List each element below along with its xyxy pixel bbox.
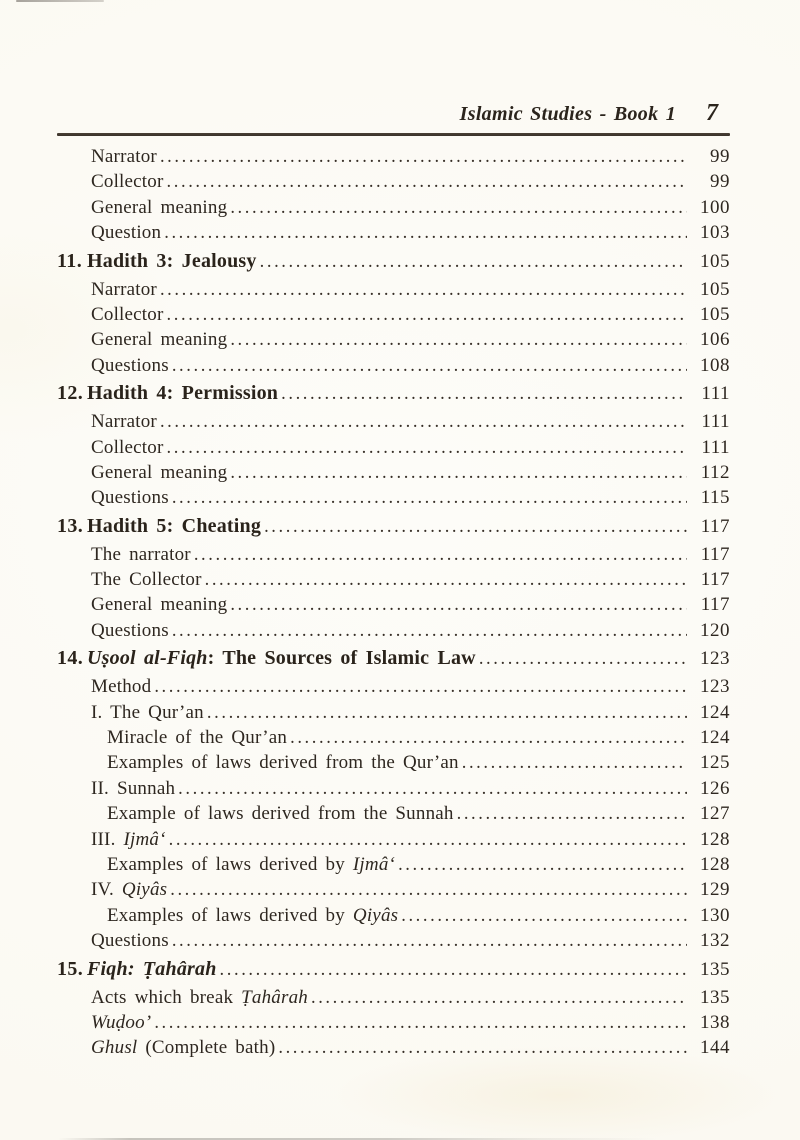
entry-label-segment: Collector: [91, 436, 164, 458]
entry-page-number: 105: [700, 250, 730, 272]
entry-label: [87, 643, 476, 674]
entry-page-number: 144: [700, 1037, 730, 1059]
toc-entry-row: [57, 827, 730, 852]
table-of-contents: [57, 144, 730, 1061]
entry-label: [91, 409, 157, 434]
entry-label: [91, 877, 167, 902]
dot-leader: [160, 277, 687, 303]
entry-page-number: 135: [700, 958, 730, 980]
toc-entry-row: [57, 144, 730, 169]
entry-label: [87, 378, 278, 409]
toc-section-row: [57, 378, 730, 409]
entry-label: [107, 725, 287, 750]
entry-label-segment: Qiyâs: [352, 904, 399, 926]
entry-label: [91, 1035, 275, 1060]
entry-label-segment: Ijmâ‘: [352, 853, 396, 875]
entry-label-segment: I. The Qur’an: [91, 701, 204, 723]
toc-entry-row: [57, 618, 730, 643]
entry-label-segment: Narrator: [91, 411, 157, 433]
dot-leader: [479, 643, 687, 675]
toc-entry-row: [57, 1035, 730, 1060]
toc-entry-row: [57, 700, 730, 725]
toc-entry-row: [57, 985, 730, 1010]
toc-entry-row: [57, 852, 730, 877]
dot-leader: [311, 985, 687, 1011]
dot-leader: [398, 852, 687, 878]
entry-label-segment: The narrator: [91, 543, 191, 565]
toc-entry-row: [57, 302, 730, 327]
entry-label: [87, 246, 257, 277]
dot-leader: [260, 246, 687, 278]
entry-page-number: 111: [701, 411, 730, 433]
entry-page-number: 125: [700, 752, 730, 774]
toc-entry-row: [57, 435, 730, 460]
entry-label-segment: Collector: [91, 303, 164, 325]
toc-entry-row: [57, 750, 730, 775]
entry-label: [91, 700, 204, 725]
entry-label: [91, 302, 164, 327]
entry-label-segment: Questions: [91, 487, 169, 509]
entry-label-segment: Miracle of the Qur’an: [107, 727, 288, 749]
dot-leader: [154, 674, 687, 700]
toc-section-row: [57, 954, 730, 985]
entry-page-number: 124: [700, 727, 730, 749]
dot-leader: [172, 618, 687, 644]
entry-label-segment: II. Sunnah: [91, 777, 176, 799]
section-number: 12.: [57, 382, 84, 405]
dot-leader: [169, 827, 687, 853]
entry-label: [91, 144, 157, 169]
entry-label: [91, 827, 166, 852]
entry-label-segment: Questions: [91, 354, 169, 376]
dot-leader: [230, 195, 687, 221]
entry-page-number: 128: [700, 828, 730, 850]
entry-label: [91, 985, 308, 1010]
entry-label: [91, 460, 227, 485]
dot-leader: [230, 460, 687, 486]
entry-label: [91, 567, 202, 592]
entry-label-segment: Example of laws derived from the Sunnah: [107, 803, 454, 825]
entry-label-segment: The Collector: [91, 569, 202, 591]
entry-page-number: 129: [700, 879, 730, 901]
entry-page-number: 111: [701, 383, 730, 405]
dot-leader: [164, 220, 687, 246]
entry-page-number: 127: [700, 803, 730, 825]
toc-entry-row: [57, 542, 730, 567]
entry-label-segment: Uṣool al-Fiqh: [87, 647, 208, 670]
entry-page-number: 99: [710, 146, 730, 167]
toc-entry-row: [57, 277, 730, 302]
entry-label-segment: Wuḍoo’: [91, 1011, 152, 1033]
entry-page-number: 117: [700, 594, 730, 616]
entry-label-segment: IV.: [91, 879, 122, 901]
entry-label-segment: : The Sources of Islamic Law: [207, 647, 476, 670]
entry-label: [91, 195, 227, 220]
section-number: 14.: [57, 647, 84, 670]
entry-label-segment: Hadith 4: Permission: [87, 382, 279, 405]
dot-leader: [205, 567, 687, 593]
entry-page-number: 100: [700, 196, 730, 218]
toc-entry-row: [57, 409, 730, 434]
entry-label: [107, 750, 459, 775]
entry-label: [91, 1010, 151, 1035]
toc-entry-row: [57, 725, 730, 750]
dot-leader: [160, 144, 687, 170]
toc-entry-row: [57, 776, 730, 801]
entry-page-number: 105: [700, 303, 730, 325]
toc-entry-row: [57, 877, 730, 902]
dot-leader: [401, 903, 687, 929]
entry-label-segment: Question: [91, 222, 162, 244]
entry-page-number: 117: [700, 515, 730, 537]
toc-entry-row: [57, 928, 730, 953]
toc-entry-row: [57, 327, 730, 352]
toc-section-row: [57, 511, 730, 542]
entry-label: [91, 592, 227, 617]
entry-label: [107, 801, 454, 826]
dot-leader: [172, 928, 687, 954]
dot-leader: [194, 542, 687, 568]
entry-label-segment: General meaning: [91, 196, 228, 218]
entry-label-segment: Examples of laws derived by: [107, 853, 353, 875]
entry-page-number: 123: [700, 648, 730, 670]
section-number: 15.: [57, 957, 84, 980]
dot-leader: [457, 801, 687, 827]
entry-page-number: 123: [700, 676, 730, 698]
dot-leader: [167, 169, 687, 195]
entry-label-segment: Fiqh: Ṭahârah: [87, 957, 217, 980]
header-rule-divider: [57, 133, 730, 136]
dot-leader: [167, 302, 687, 328]
entry-label: [91, 220, 161, 245]
entry-label: [91, 542, 191, 567]
running-header: [57, 100, 730, 130]
dot-leader: [207, 700, 687, 726]
entry-label: [107, 903, 398, 928]
toc-entry-row: [57, 460, 730, 485]
toc-entry-row: [57, 485, 730, 510]
entry-page-number: 128: [700, 853, 730, 875]
dot-leader: [160, 409, 687, 435]
entry-label-segment: Ijmâ‘: [123, 828, 166, 850]
dot-leader: [290, 725, 687, 751]
entry-page-number: 108: [700, 354, 730, 376]
dot-leader: [154, 1010, 687, 1036]
scan-artifact-top-edge: [16, 0, 104, 2]
toc-entry-row: [57, 169, 730, 194]
entry-page-number: 105: [700, 278, 730, 300]
toc-entry-row: [57, 195, 730, 220]
entry-label-segment: Examples of laws derived from the Qur’an: [107, 752, 459, 774]
entry-page-number: 115: [700, 487, 730, 509]
dot-leader: [172, 353, 687, 379]
entry-label-segment: Method: [91, 676, 152, 698]
dot-leader: [230, 592, 687, 618]
entry-label: [91, 674, 151, 699]
entry-label-segment: Hadith 3: Jealousy: [87, 249, 257, 272]
entry-label: [91, 353, 169, 378]
dot-leader: [178, 776, 687, 802]
dot-leader: [264, 511, 687, 543]
entry-page-number: 117: [700, 569, 730, 591]
entry-label-segment: Hadith 5: Cheating: [87, 514, 262, 537]
dot-leader: [172, 485, 687, 511]
entry-label: [91, 776, 175, 801]
entry-label: [91, 169, 164, 194]
toc-entry-row: [57, 567, 730, 592]
entry-label: [91, 928, 169, 953]
dot-leader: [230, 327, 687, 353]
entry-label-segment: Narrator: [91, 278, 157, 300]
toc-section-row: [57, 643, 730, 674]
entry-label-segment: Narrator: [91, 146, 157, 167]
entry-page-number: 130: [700, 904, 730, 926]
section-number: 11.: [57, 249, 83, 272]
book-title: Islamic Studies - Book 1: [459, 103, 676, 125]
entry-label: [91, 435, 164, 460]
dot-leader: [220, 954, 687, 986]
entry-label-segment: General meaning: [91, 461, 228, 483]
entry-page-number: 126: [700, 777, 730, 799]
entry-page-number: 135: [700, 986, 730, 1008]
entry-label: [87, 511, 261, 542]
toc-entry-row: [57, 674, 730, 699]
section-number: 13.: [57, 514, 84, 537]
entry-label-segment: Ghusl: [91, 1037, 138, 1059]
entry-page-number: 111: [701, 436, 730, 458]
entry-page-number: 103: [700, 222, 730, 244]
toc-entry-row: [57, 801, 730, 826]
toc-section-row: [57, 246, 730, 277]
entry-label-segment: Collector: [91, 171, 164, 193]
dot-leader: [167, 435, 687, 461]
entry-label-segment: Questions: [91, 930, 169, 952]
entry-label-segment: Ṭahârah: [241, 986, 308, 1008]
entry-page-number: 120: [700, 619, 730, 641]
entry-label: [91, 327, 227, 352]
entry-label-segment: Questions: [91, 619, 169, 641]
dot-leader: [462, 750, 687, 776]
dot-leader: [281, 378, 687, 410]
entry-page-number: 112: [700, 461, 730, 483]
entry-label: [87, 954, 217, 985]
dot-leader: [170, 877, 687, 903]
entry-label-segment: Qiyâs: [121, 879, 168, 901]
entry-label: [107, 852, 395, 877]
toc-entry-row: [57, 592, 730, 617]
entry-label-segment: Acts which break: [91, 986, 242, 1008]
toc-entry-row: [57, 1010, 730, 1035]
entry-page-number: 138: [700, 1011, 730, 1033]
toc-entry-row: [57, 353, 730, 378]
entry-page-number: 132: [700, 930, 730, 952]
page-number: 7: [706, 100, 718, 126]
entry-label-segment: General meaning: [91, 329, 228, 351]
entry-label-segment: Examples of laws derived by: [107, 904, 353, 926]
entry-label-segment: General meaning: [91, 594, 228, 616]
entry-label: [91, 277, 157, 302]
toc-entry-row: [57, 220, 730, 245]
entry-page-number: 99: [710, 171, 730, 193]
entry-page-number: 117: [700, 543, 730, 565]
entry-page-number: 124: [700, 701, 730, 723]
entry-label-segment: III.: [91, 828, 124, 850]
entry-label-segment: (Complete bath): [137, 1037, 276, 1059]
entry-page-number: 106: [700, 329, 730, 351]
entry-label: [91, 618, 169, 643]
toc-entry-row: [57, 903, 730, 928]
dot-leader: [278, 1035, 687, 1061]
entry-label: [91, 485, 169, 510]
